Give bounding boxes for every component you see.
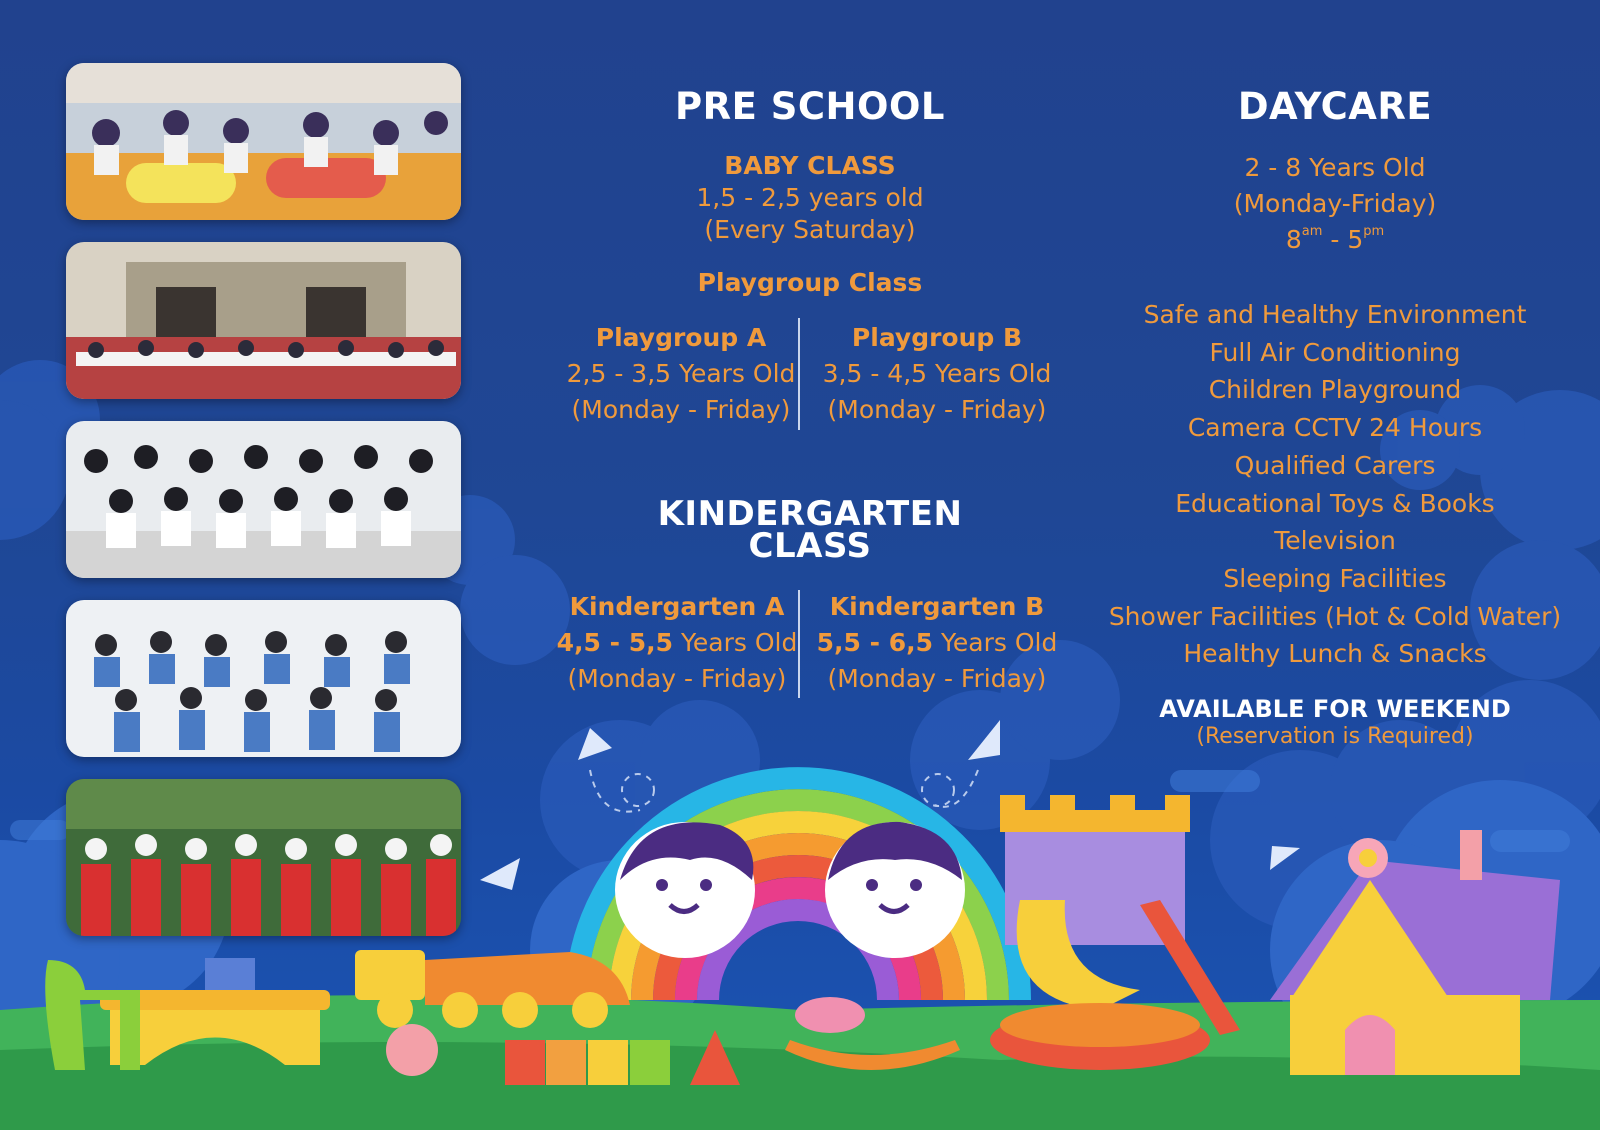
school-event-photo xyxy=(66,242,461,399)
kindergarten-section xyxy=(560,494,1060,566)
kindergarten-heading-line2: CLASS xyxy=(748,526,872,566)
playgroup-class-title: Playgroup Class xyxy=(697,268,923,297)
kindergarten-b-age-range: 5,5 - 6,5 xyxy=(816,628,933,657)
kindergarten-divider xyxy=(798,590,800,698)
daycare-hours-end-suffix: pm xyxy=(1363,223,1385,239)
kindergarten-b-schedule: (Monday - Friday) xyxy=(827,664,1047,693)
daycare-schedule: (Monday-Friday) xyxy=(1233,189,1437,218)
baby-class-title: BABY CLASS xyxy=(724,151,896,180)
facility-item: Sleeping Facilities xyxy=(1223,563,1447,593)
daycare-hours-end: 5 xyxy=(1347,225,1364,254)
kindergarten-a-title: Kindergarten A xyxy=(569,592,785,621)
blue-uniform-group-photo xyxy=(66,600,461,757)
facility-item: Full Air Conditioning xyxy=(1209,337,1461,367)
classroom-photo xyxy=(66,63,461,220)
daycare-hours xyxy=(1095,222,1575,258)
playgroup-b-age: 3,5 - 4,5 Years Old xyxy=(822,359,1052,388)
baby-class-schedule: (Every Saturday) xyxy=(704,215,916,244)
daycare-age: 2 - 8 Years Old xyxy=(1244,153,1426,182)
uniform-group-photo xyxy=(66,421,461,578)
playgroup-divider xyxy=(798,318,800,430)
facility-item: Healthy Lunch & Snacks xyxy=(1183,639,1487,669)
weekend-note: (Reservation is Required) xyxy=(1196,724,1474,750)
playgroup-b-schedule: (Monday - Friday) xyxy=(827,395,1047,424)
playgroup-a xyxy=(553,320,809,428)
facility-item: Shower Facilities (Hot & Cold Water) xyxy=(1108,601,1562,631)
facility-item: Educational Toys & Books xyxy=(1175,488,1495,518)
kindergarten-split xyxy=(547,589,1077,697)
preschool-section xyxy=(560,85,1060,297)
daycare-hours-separator: - xyxy=(1330,225,1340,254)
preschool-heading: PRE SCHOOL xyxy=(674,85,946,128)
kindergarten-a-age-range: 4,5 - 5,5 xyxy=(556,628,673,657)
field-trip-photo xyxy=(66,779,461,936)
kindergarten-b xyxy=(807,589,1067,697)
facility-item: Children Playground xyxy=(1208,375,1462,405)
facility-item: Qualified Carers xyxy=(1234,450,1436,480)
kindergarten-a-age-unit: Years Old xyxy=(680,628,798,657)
playgroup-a-schedule: (Monday - Friday) xyxy=(571,395,791,424)
playgroup-a-age: 2,5 - 3,5 Years Old xyxy=(566,359,796,388)
daycare-section xyxy=(1095,85,1575,751)
playgroup-a-title: Playgroup A xyxy=(595,323,767,352)
kindergarten-a-schedule: (Monday - Friday) xyxy=(567,664,787,693)
facility-item: Camera CCTV 24 Hours xyxy=(1187,413,1483,443)
kindergarten-b-title: Kindergarten B xyxy=(829,592,1045,621)
kindergarten-heading-line1: KINDERGARTEN xyxy=(657,494,963,534)
weekend-title: AVAILABLE FOR WEEKEND xyxy=(1159,695,1511,724)
daycare-heading: DAYCARE xyxy=(1237,85,1433,128)
daycare-hours-start-suffix: am xyxy=(1301,223,1323,239)
daycare-hours-start: 8 xyxy=(1285,225,1302,254)
playgroup-b xyxy=(809,320,1065,428)
facility-item: Television xyxy=(1274,526,1396,556)
kindergarten-b-age-unit: Years Old xyxy=(940,628,1058,657)
playgroup-b-title: Playgroup B xyxy=(851,323,1023,352)
baby-class-age: 1,5 - 2,5 years old xyxy=(696,183,924,212)
playgroup-split xyxy=(553,320,1073,428)
facility-item: Safe and Healthy Environment xyxy=(1143,300,1527,329)
kindergarten-a xyxy=(547,589,807,697)
facilities-list xyxy=(1095,296,1575,673)
